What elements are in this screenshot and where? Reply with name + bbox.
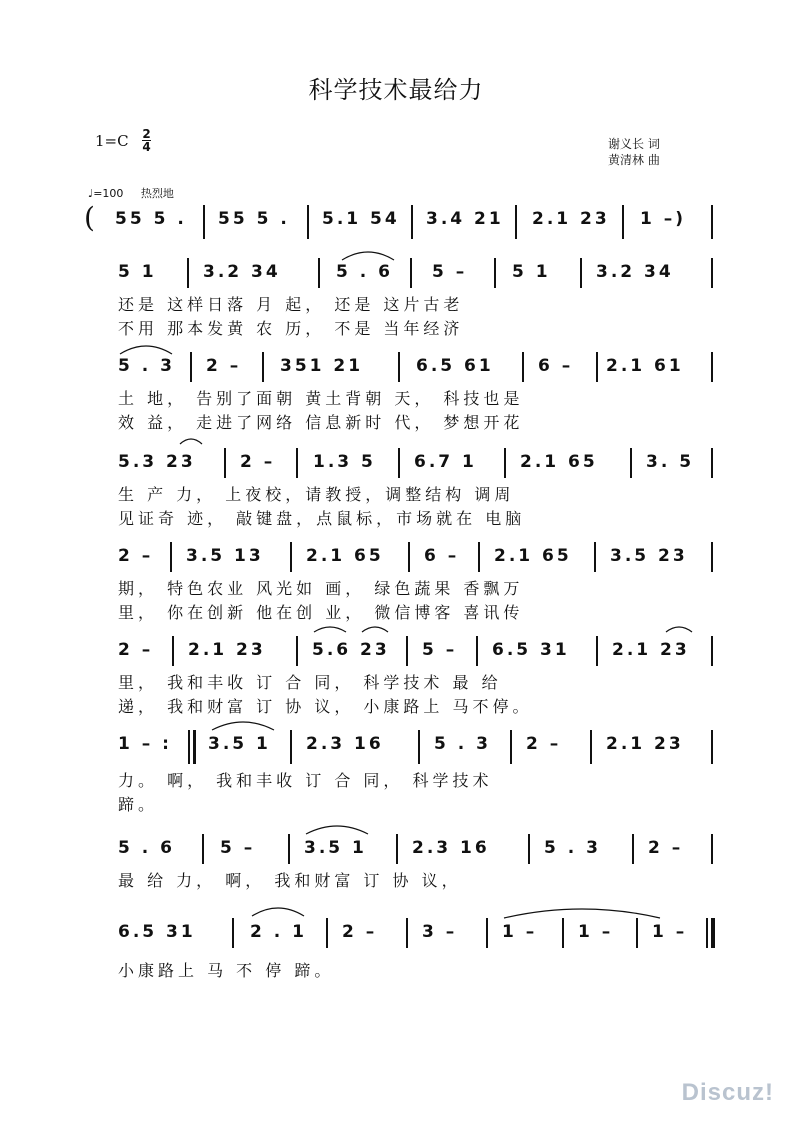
measure: 2 – <box>648 838 684 858</box>
measure: 6 – <box>538 356 574 376</box>
measure: 2 – <box>118 640 154 660</box>
measure: 3.2 34 <box>203 262 281 282</box>
measure: 2.1 23 <box>606 734 684 754</box>
measure: 1 – <box>578 922 614 942</box>
measure: 55 5 . <box>115 209 187 229</box>
measure: 2.1 61 <box>606 356 684 376</box>
time-signature-bottom: 4 <box>142 140 151 154</box>
tempo-expression: 热烈地 <box>140 187 174 200</box>
measure: 2 – <box>526 734 562 754</box>
measure: 3.4 21 <box>426 209 504 229</box>
slur-mark <box>250 904 306 918</box>
lyric-line-1: 里， 我和丰收 订 合 同， 科学技术 最 给 <box>118 673 502 692</box>
measure: 5 . 6 <box>336 262 393 282</box>
measure: 2.3 16 <box>412 838 490 858</box>
measure: 2.1 65 <box>306 546 384 566</box>
measure: 2.1 23 <box>188 640 266 660</box>
lyric-line-1: 最 给 力， 啊， 我和财富 订 协 议， <box>118 871 462 890</box>
lyricist-credit: 谢义长 词 <box>608 137 660 151</box>
measure: 5 – <box>422 640 458 660</box>
measure: 5 1 <box>118 262 157 282</box>
key-signature: 1=C <box>95 132 129 150</box>
measure: 3.2 34 <box>596 262 674 282</box>
lyric-line-1: 生 产 力， 上夜校，请教授，调整结构 调周 <box>118 485 515 504</box>
measure: 6.5 61 <box>416 356 494 376</box>
measure: 2 . 1 <box>250 922 307 942</box>
measure: 6 – <box>424 546 460 566</box>
composer-credit: 黄清林 曲 <box>608 153 660 167</box>
measure: 1 – : <box>118 734 172 754</box>
measure: 351 21 <box>280 356 364 376</box>
measure: 1 –) <box>640 209 687 229</box>
lyric-line-1: 还是 这样日落 月 起， 还是 这片古老 <box>118 295 464 314</box>
lyric-line-2: 递， 我和财富 订 协 议， 小康路上 马不停。 <box>118 697 533 716</box>
measure: 2.1 23 <box>532 209 610 229</box>
measure: 5 . 3 <box>118 356 175 376</box>
measure: 3.5 1 <box>304 838 367 858</box>
measure: 2 – <box>118 546 154 566</box>
measure: 55 5 . <box>218 209 290 229</box>
measure: 5 – <box>220 838 256 858</box>
measure: 3 – <box>422 922 458 942</box>
slur-mark <box>664 622 694 634</box>
watermark-logo: Discuz! <box>681 1079 774 1106</box>
measure: 1 – <box>652 922 688 942</box>
measure: 1.3 5 <box>313 452 376 472</box>
measure: 5.1 54 <box>322 209 400 229</box>
lyric-line-1: 期， 特色农业 风光如 画， 绿色蔬果 香飘万 <box>118 579 524 598</box>
lyric-line-2: 里， 你在创新 他在创 业， 微信博客 喜讯传 <box>118 603 524 622</box>
measure: 3.5 1 <box>208 734 271 754</box>
measure: 2 – <box>240 452 276 472</box>
lyric-line-1: 土 地， 告别了面朝 黄土背朝 天， 科技也是 <box>118 389 524 408</box>
measure: 2 – <box>206 356 242 376</box>
lyric-line-2: 不用 那本发黄 农 历， 不是 当年经济 <box>118 319 464 338</box>
lyric-line-2: 效 益， 走进了网络 信息新时 代， 梦想开花 <box>118 413 524 432</box>
tempo-mark: ♩=100 <box>88 187 124 200</box>
lyric-line-1: 小康路上 马 不 停 蹄。 <box>118 961 335 980</box>
measure: 2 – <box>342 922 378 942</box>
measure: 6.7 1 <box>414 452 477 472</box>
measure: 6.5 31 <box>118 922 196 942</box>
notes-row <box>0 258 792 288</box>
repeat-open-paren: ( <box>84 201 95 234</box>
lyric-line-1: 力。 啊， 我和丰收 订 合 同， 科学技术 <box>118 771 493 790</box>
notes-row <box>0 636 792 666</box>
notes-row <box>0 918 792 948</box>
measure: 2.1 23 <box>612 640 690 660</box>
measure: 5.6 23 <box>312 640 390 660</box>
measure: 5.3 23 <box>118 452 196 472</box>
lyric-line-2: 见证奇 迹， 敲键盘，点鼠标，市场就在 电脑 <box>118 509 526 528</box>
tempo-marking <box>88 185 174 201</box>
slur-mark <box>312 622 348 634</box>
notes-row <box>0 730 792 760</box>
slur-mark <box>178 434 204 446</box>
slur-mark <box>360 622 390 634</box>
notes-row <box>0 448 792 478</box>
measure: 3.5 13 <box>186 546 264 566</box>
notes-row <box>0 542 792 572</box>
song-title: 科学技术最给力 <box>308 76 484 104</box>
measure: 3.5 23 <box>610 546 688 566</box>
measure: 5 . 3 <box>544 838 601 858</box>
measure: 2.1 65 <box>520 452 598 472</box>
notes-row <box>0 834 792 864</box>
measure: 5 . 6 <box>118 838 175 858</box>
lyric-line-2: 蹄。 <box>118 795 159 814</box>
notes-row <box>0 205 792 235</box>
measure: 5 – <box>432 262 468 282</box>
measure: 5 1 <box>512 262 551 282</box>
measure: 2.1 65 <box>494 546 572 566</box>
credits <box>608 136 660 168</box>
time-signature-top: 2 <box>142 127 151 141</box>
time-signature <box>142 128 151 153</box>
measure: 2.3 16 <box>306 734 384 754</box>
measure: 5 . 3 <box>434 734 491 754</box>
notes-row <box>0 352 792 382</box>
measure: 6.5 31 <box>492 640 570 660</box>
measure: 1 – <box>502 922 538 942</box>
measure: 3. 5 <box>646 452 695 472</box>
